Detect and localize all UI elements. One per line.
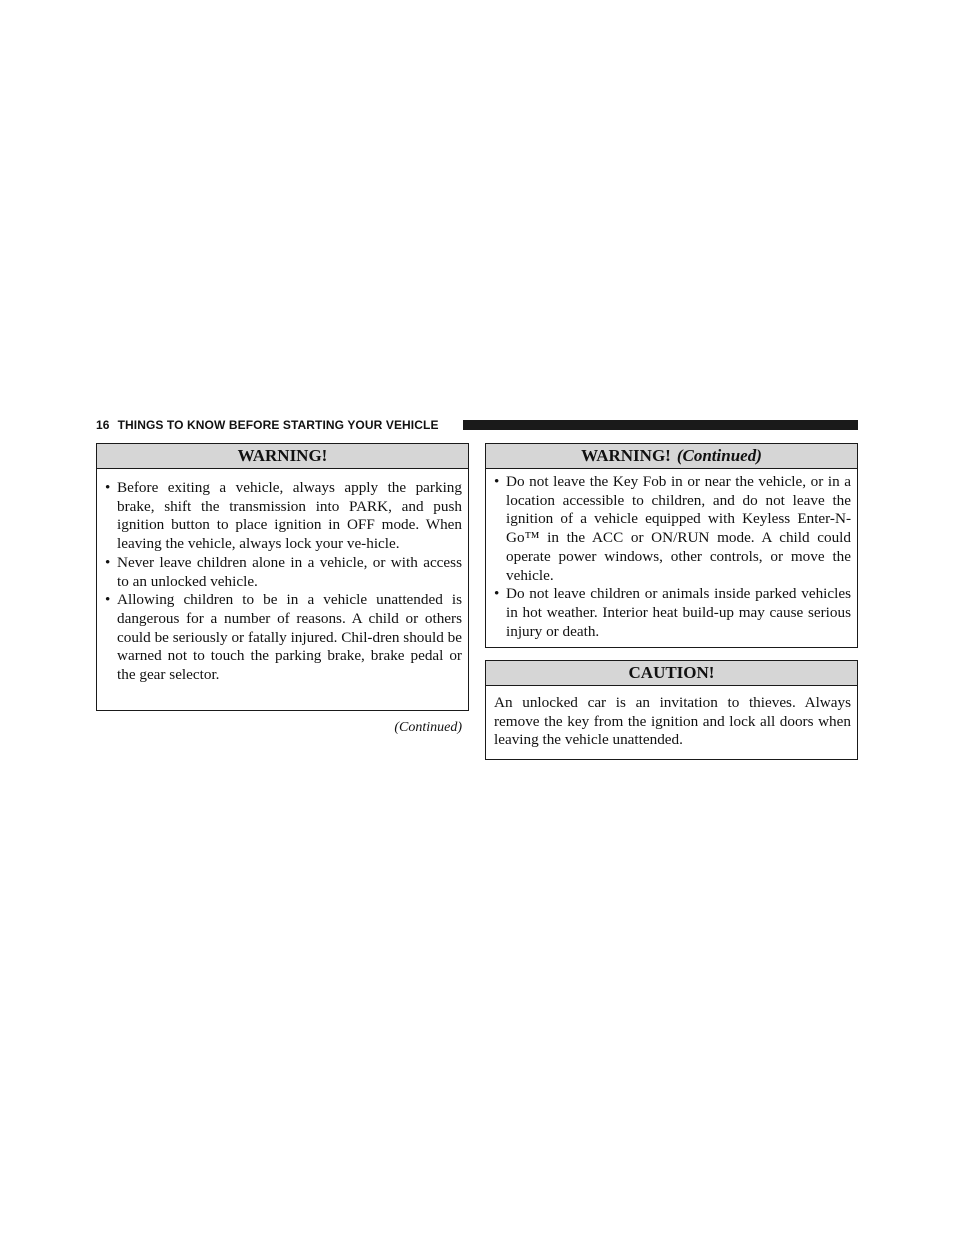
warning-continued-heading [486, 444, 857, 469]
list-item [105, 479, 462, 554]
list-item [494, 585, 851, 641]
header-text [96, 418, 439, 432]
warning-heading-text: WARNING! [581, 446, 671, 465]
bullet-icon: • [494, 585, 500, 603]
warning-body [97, 469, 468, 685]
warning-continued-body [486, 469, 857, 641]
warning-box-left [96, 443, 469, 711]
bullet-text: Allowing children to be in a vehicle unattended is dangerous for a number of reasons. A child or others could be seriously or fatally injured. Chil-dren should be warned not to touch the parking brake, brake pedal or the gear selector. [117, 591, 462, 684]
continued-label: (Continued) [394, 720, 462, 735]
caution-box [485, 660, 858, 760]
caution-body: An unlocked car is an invitation to thieves. Always remove the key from the ignition and lock all doors when leaving the vehicle unattended. [494, 694, 851, 749]
bullet-icon: • [105, 591, 111, 609]
bullet-text: Before exiting a vehicle, always apply the parking brake, shift the transmission into PARK, and push ignition button to place ignition in OFF mode. When leaving the vehicle, always lock your ve-hicle. [117, 479, 462, 553]
bullet-text: Never leave children alone in a vehicle, or with access to an unlocked vehicle. [117, 553, 462, 590]
list-item [105, 554, 462, 591]
bullet-icon: • [105, 479, 111, 496]
warning-continued-bullet-list [494, 473, 851, 641]
page-number: 16 [96, 418, 110, 432]
section-title: THINGS TO KNOW BEFORE STARTING YOUR VEHICLE [117, 418, 439, 432]
warning-heading-text: WARNING! [237, 446, 328, 465]
caution-heading-text: CAUTION! [628, 663, 715, 682]
continued-suffix: (Continued) [676, 446, 762, 465]
list-item [105, 591, 462, 685]
bullet-icon: • [494, 473, 500, 490]
header-rule-bar [463, 420, 858, 430]
warning-box-right [485, 443, 858, 648]
warning-bullet-list [105, 479, 462, 685]
list-item [494, 473, 851, 585]
bullet-text: Do not leave children or animals inside parked vehicles in hot weather. Interior heat build-up may cause serious injury or death. [506, 585, 851, 640]
bullet-text: Do not leave the Key Fob in or near the vehicle, or in a location accessible to children, and do not leave the ignition of a vehicle equipped with Keyless Enter-N-Go™ in the ACC or ON/RUN mode. A child could operate power windows, other controls, or move the vehicle. [506, 473, 851, 584]
bullet-icon: • [105, 553, 111, 571]
caution-heading [486, 661, 857, 686]
page-header [96, 418, 858, 432]
warning-heading [97, 444, 468, 469]
